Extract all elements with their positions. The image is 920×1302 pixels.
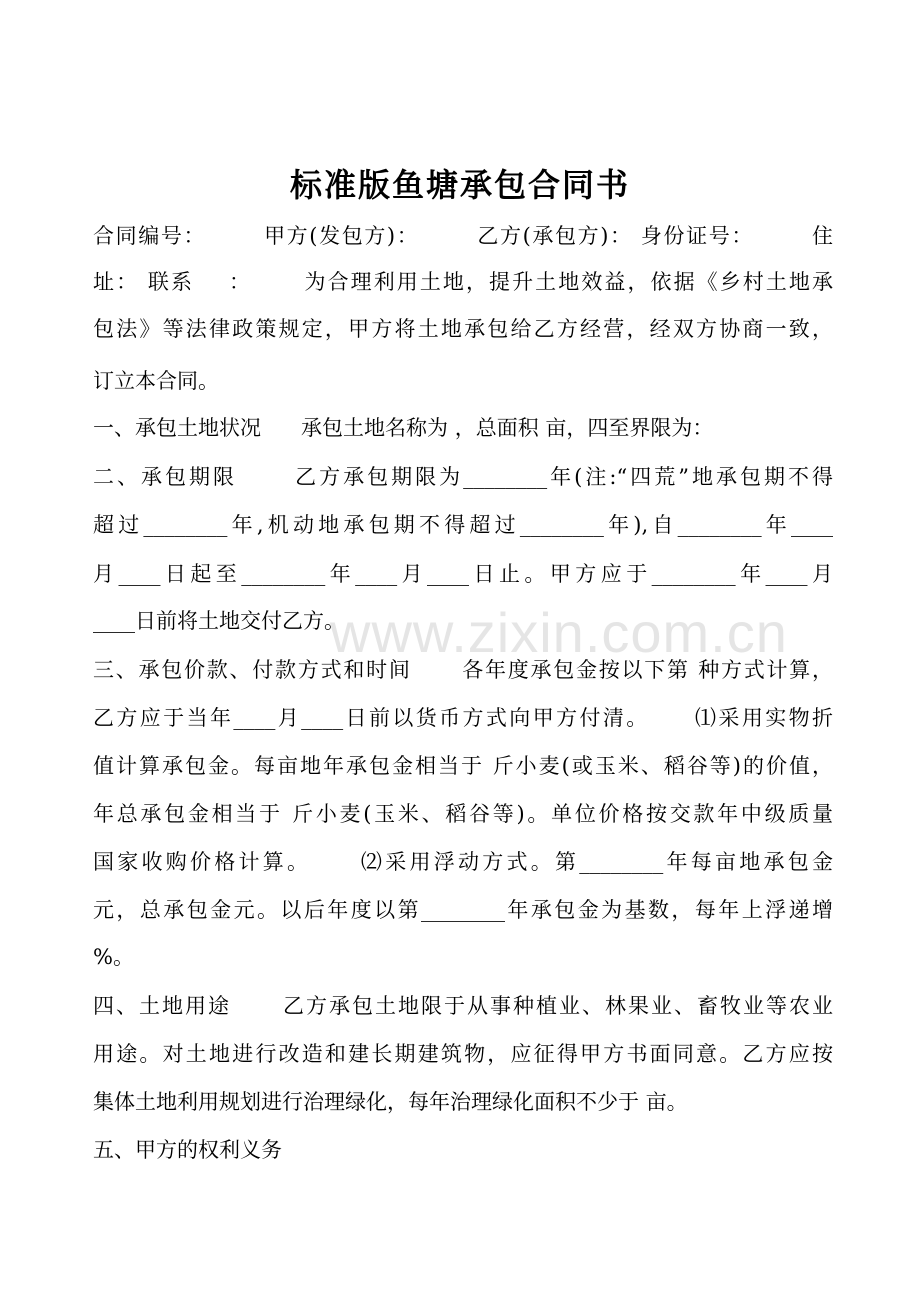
- contract-line-3: 包法》等法律政策规定，甲方将土地承包给乙方经营，经双方协商一致，: [93, 317, 833, 341]
- contract-line-18: 用途。对土地进行改造和建长期建筑物，应征得甲方书面同意。乙方应按: [93, 1042, 833, 1066]
- contract-line-8: 月____日起至________年____月____日止。甲方应于________年____月: [93, 562, 833, 586]
- contract-line-11: 乙方应于当年____月____日前以货币方式向甲方付清。 ⑴采用实物折: [93, 706, 833, 730]
- watermark: www.zixin.com.cn: [330, 601, 788, 664]
- contract-line-14: 国家收购价格计算。 ⑵采用浮动方式。第________年每亩地承包金: [93, 850, 833, 874]
- contract-line-12: 值计算承包金。每亩地年承包金相当于 斤小麦(或玉米、稻谷等)的价值，: [93, 754, 833, 778]
- contract-line-13: 年总承包金相当于 斤小麦(玉米、稻谷等)。单位价格按交款年中级质量: [93, 802, 833, 826]
- contract-line-19: 集体土地利用规划进行治理绿化，每年治理绿化面积不少于 亩。: [93, 1090, 688, 1114]
- contract-line-4: 订立本合同。: [93, 369, 219, 393]
- contract-line-10: 三、承包价款、付款方式和时间 各年度承包金按以下第 种方式计算，: [93, 658, 833, 682]
- contract-line-5: 一、承包土地状况 承包土地名称为 ，总面积 亩，四至界限为：: [93, 416, 714, 440]
- contract-line-2: 址： 联系 ： 为合理利用土地，提升土地效益，依据《乡村土地承: [93, 270, 833, 294]
- contract-line-17: 四、土地用途 乙方承包土地限于从事种植业、林果业、畜牧业等农业: [93, 994, 833, 1018]
- document-title: 标准版鱼塘承包合同书: [289, 166, 630, 204]
- contract-line-20: 五、甲方的权利义务: [93, 1138, 282, 1162]
- contract-line-1: 合同编号： 甲方(发包方)： 乙方(承包方)： 身份证号： 住: [93, 224, 833, 248]
- contract-line-6: 二、承包期限 乙方承包期限为________年(注:“四荒”地承包期不得: [93, 465, 833, 489]
- contract-line-16: %。: [93, 945, 134, 969]
- contract-line-7: 超过________年,机动地承包期不得超过________年),自________年____: [93, 513, 833, 537]
- contract-line-15: 元，总承包金元。以后年度以第________年承包金为基数，每年上浮递增: [93, 898, 833, 922]
- contract-line-9: ____日前将土地交付乙方。: [93, 609, 345, 633]
